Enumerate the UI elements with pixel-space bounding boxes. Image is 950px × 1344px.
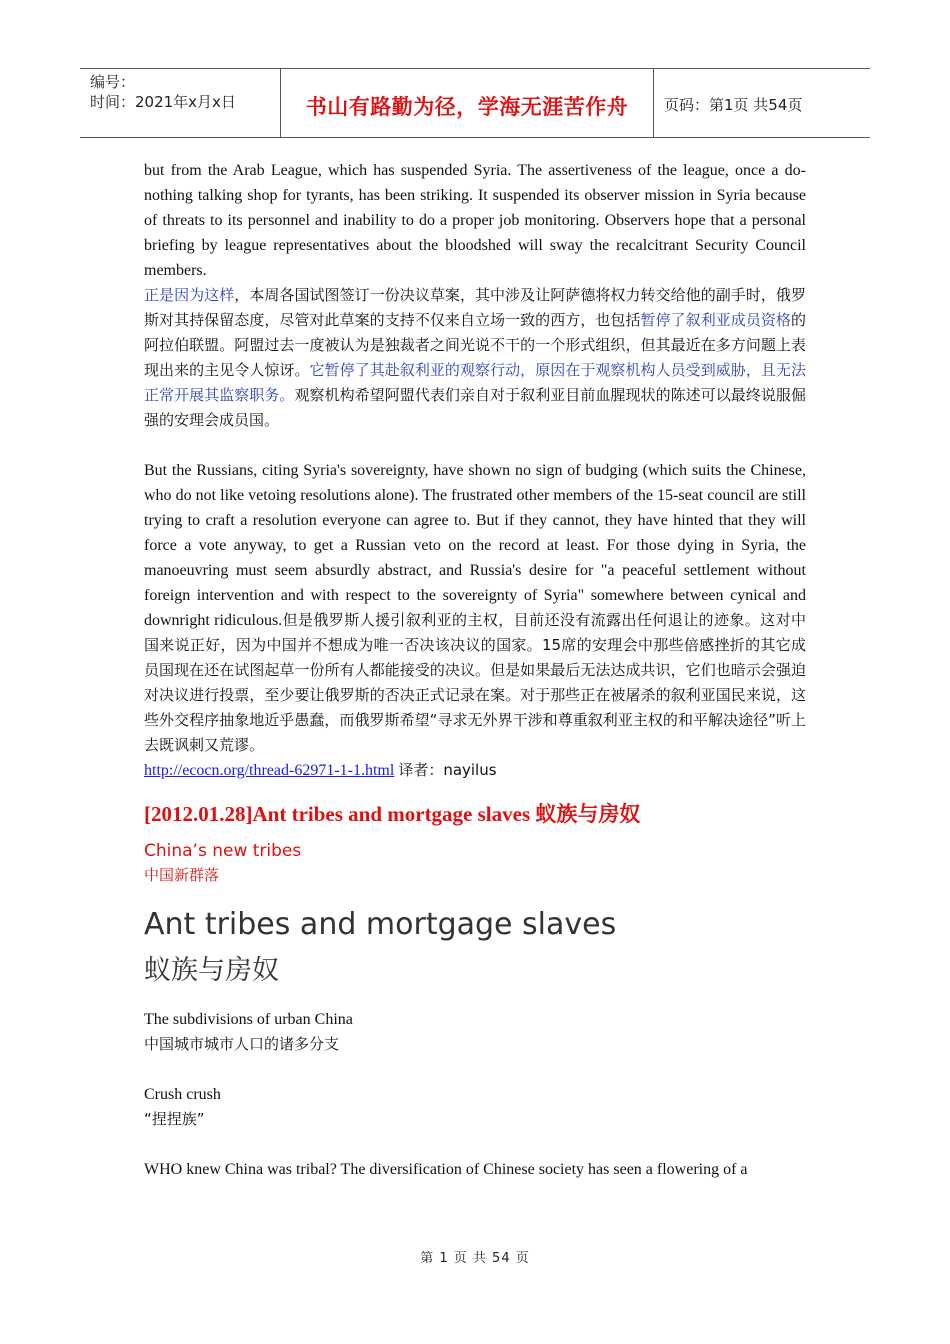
section-label-english: China’s new tribes — [144, 841, 302, 861]
paragraph-spacer — [144, 1057, 806, 1082]
section-label-chinese: 中国新群落 — [144, 866, 220, 884]
header-center-cell — [281, 69, 654, 137]
header-left-cell — [80, 69, 281, 137]
headline-english: Ant tribes and mortgage slaves — [144, 907, 617, 942]
spacer — [144, 995, 806, 1007]
subheading-english-2: Crush crush — [144, 1086, 221, 1103]
subheading-chinese-1: 中国城市城市人口的诸多分支 — [144, 1035, 340, 1053]
paragraph-english-1: but from the Arab League, which has suspended Syria. The assertiveness of the league, once a do-nothing talking shop for tyrants, has been striking. It suspended its observer mission in Syria because of threats to its personnel and inability to do a proper job monitoring. Observers hope that a personal briefing by league representatives about the bloodshed will sway the recalcitrant Security Council members. — [144, 162, 806, 279]
document-number-label: 编号： — [90, 73, 136, 91]
highlight-text: 正是因为这样 — [144, 286, 235, 304]
paragraph-english-2 — [144, 458, 806, 758]
article-title: [2012.01.28]Ant tribes and mortgage slaves 蚁族与房奴 — [144, 802, 641, 826]
headline-chinese: 蚁族与房奴 — [144, 955, 279, 986]
header-right-cell — [654, 69, 870, 137]
document-date-label: 时间：2021年x月x日 — [90, 93, 236, 111]
header-table — [80, 68, 870, 138]
chinese-text: 但是俄罗斯人援引叙利亚的主权，目前还没有流露出任何退让的迹象。这对中国来说正好，因为中国并不想成为唯一否决该决议的国家。15席的安理会中那些倍感挫折的其它成员国现在还在试图起草一份所有人都能接受的决议。但是如果最后无法达成共识，它们也暗示会强迫对决议进行投票，至少要让俄罗斯的否决正式记录在案。对于那些正在被屠杀的叙利亚国民来说，这些外交程序抽象地近乎愚蠢，而俄罗斯希望“寻求无外界干涉和尊重叙利亚主权的和平解决途径”听上去既讽刺又荒谬。 — [144, 611, 806, 754]
paragraph-chinese-1 — [144, 283, 806, 433]
page-footer: 第 1 页 共 54 页 — [420, 1251, 530, 1266]
paragraph-english-3: WHO knew China was tribal? The diversification of Chinese society has seen a flowering of a — [144, 1161, 748, 1178]
plain-text: 的阿拉伯联盟。阿盟过去一度被认为是独裁者之间光说不干的一个形式组织，但其最近在多方问题上表现出来的主见令人惊讶。 — [144, 311, 806, 379]
paragraph-spacer — [144, 433, 806, 458]
highlight-text: 它暂停了其赴叙利亚的观察行动，原因在于观察机构人员受到威胁，且无法正常开展其监察职务。 — [144, 361, 806, 404]
paragraph-spacer — [144, 1132, 806, 1157]
subheading-chinese-2: “捏捏族” — [144, 1110, 205, 1128]
header-motto: 书山有路勤为径，学海无涯苦作舟 — [305, 95, 629, 119]
source-link[interactable]: http://ecocn.org/thread-62971-1-1.html — [144, 762, 395, 779]
plain-text: 观察机构希望阿盟代表们亲自对于叙利亚目前血腥现状的陈述可以最终说服倔强的安理会成员国。 — [144, 386, 806, 429]
document-body — [144, 158, 806, 1182]
translator-credit: 译者：nayilus — [398, 761, 497, 779]
source-line — [144, 758, 806, 783]
header-page-info: 页码：第1页 共54页 — [664, 96, 803, 114]
plain-text: ，本周各国试图签订一份决议草案，其中涉及让阿萨德将权力转交给他的副手时，俄罗斯对其持保留态度，尽管对此草案的支持不仅来自立场一致的西方，也包括 — [144, 286, 806, 329]
subheading-english-1: The subdivisions of urban China — [144, 1011, 353, 1028]
english-text: But the Russians, citing Syria's sovereignty, have shown no sign of budging (which suits the Chinese, who do not like vetoing resolutions alone). The frustrated other members of the 15-seat council are still trying to craft a resolution everyone can agree to. But if they cannot, they have hinted that they will force a vote anyway, to get a Russian veto on the record at least. For those dying in Syria, the manoeuvring must seem absurdly abstract, and Russia's desire for "a peaceful settlement without foreign intervention and with respect to the sovereignty of Syria" somewhere between cynical and downright ridiculous. — [144, 462, 806, 629]
highlight-text: 暂停了叙利亚成员资格 — [640, 311, 791, 329]
